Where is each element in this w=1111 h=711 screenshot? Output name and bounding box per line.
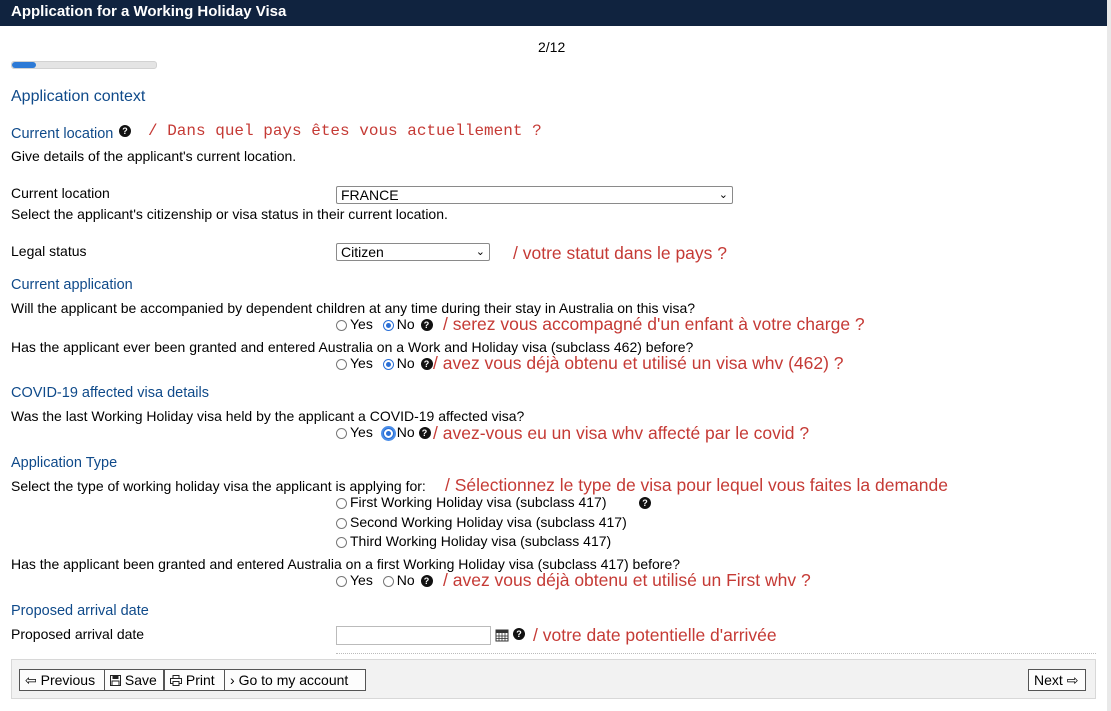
help-icon[interactable]: ? [419, 427, 431, 439]
account-label: Go to my account [238, 672, 349, 688]
help-icon[interactable]: ? [513, 628, 525, 640]
covid-yes-radio[interactable] [336, 428, 347, 439]
divider [336, 653, 1096, 654]
application-type-question: Select the type of working holiday visa the applicant is applying for: [11, 478, 426, 494]
annotation-first-whv: / avez vous déjà obtenu et utilisé un First whv ? [443, 570, 811, 590]
save-icon [110, 675, 121, 686]
radio-label-no: No [396, 316, 415, 332]
annotation-application-type: / Sélectionnez le type de visa pour lequel vous faites la demande [445, 475, 948, 495]
progress-text: 2/12 [538, 39, 566, 55]
progress-bar [11, 61, 157, 69]
current-location-help: Give details of the applicant's current location. [11, 148, 297, 164]
visa-option-first[interactable] [336, 494, 607, 510]
radio-label-no: No [396, 424, 415, 440]
save-label: Save [124, 672, 157, 688]
dependent-children-radio-group [336, 316, 433, 332]
legal-status-value: Citizen [341, 244, 384, 260]
radio-label-no: No [396, 355, 415, 371]
first-whv-question: Has the applicant been granted and entered Australia on a first Working Holiday visa (subclass 417) before? [11, 556, 681, 572]
subclass-462-no-radio[interactable] [383, 359, 394, 370]
first-whv-no-radio[interactable] [383, 576, 394, 587]
previous-label: Previous [40, 672, 96, 688]
next-button[interactable] [1028, 669, 1086, 691]
right-border [1107, 0, 1111, 711]
annotation-subclass-462: / avez vous déjà obtenu et utilisé un visa whv (462) ? [433, 353, 844, 373]
current-location-field-help: Select the applicant's citizenship or visa status in their current location. [11, 206, 448, 222]
help-icon[interactable]: ? [639, 497, 651, 509]
annotation-current-location: / Dans quel pays êtes vous actuellement ? [148, 122, 542, 140]
calendar-icon[interactable] [495, 628, 509, 642]
app-title: Application for a Working Holiday Visa [11, 3, 287, 20]
first-whv-yes-radio[interactable] [336, 576, 347, 587]
annotation-legal-status: / votre statut dans le pays ? [513, 243, 728, 263]
visa-option-label: Third Working Holiday visa (subclass 417) [350, 533, 612, 549]
subclass-462-radio-group [336, 355, 433, 371]
radio-label-yes: Yes [350, 355, 373, 371]
chevron-right-icon: › [230, 672, 235, 688]
current-location-heading: Current location [11, 126, 114, 142]
dependent-children-no-radio[interactable] [383, 320, 394, 331]
current-location-select[interactable] [336, 186, 733, 204]
arrow-left-icon: ⇦ [25, 672, 37, 688]
arrow-right-icon: ⇨ [1066, 672, 1079, 688]
subclass-462-question: Has the applicant ever been granted and entered Australia on a Work and Holiday visa (subclass 462) before? [11, 339, 694, 355]
save-button[interactable] [104, 669, 164, 691]
radio-label-yes: Yes [350, 424, 373, 440]
radio-label-yes: Yes [350, 572, 373, 588]
chevron-down-icon: ⌄ [718, 189, 728, 201]
legal-status-select[interactable] [336, 243, 490, 261]
app-header [0, 0, 1111, 26]
help-icon[interactable]: ? [421, 319, 433, 331]
arrival-label: Proposed arrival date [11, 626, 145, 642]
previous-button[interactable] [19, 669, 105, 691]
visa-second-radio[interactable] [336, 518, 347, 529]
help-icon[interactable]: ? [119, 125, 131, 137]
arrival-date-input[interactable] [336, 626, 491, 645]
chevron-down-icon: ⌄ [475, 246, 485, 258]
visa-option-label: Second Working Holiday visa (subclass 417) [350, 514, 627, 530]
annotation-arrival: / votre date potentielle d'arrivée [533, 625, 777, 645]
dependent-children-yes-radio[interactable] [336, 320, 347, 331]
radio-label-no: No [396, 572, 415, 588]
print-icon [170, 675, 182, 686]
covid-radio-group [336, 424, 431, 440]
help-icon[interactable]: ? [421, 358, 433, 370]
current-location-label: Current location [11, 185, 110, 201]
visa-option-second[interactable] [336, 514, 627, 530]
visa-third-radio[interactable] [336, 537, 347, 548]
progress-fill [12, 62, 36, 68]
next-label: Next [1034, 672, 1063, 688]
legal-status-label: Legal status [11, 243, 87, 259]
page-title: Application context [11, 88, 146, 105]
arrival-heading: Proposed arrival date [11, 603, 149, 619]
print-button[interactable] [164, 669, 225, 691]
visa-first-radio[interactable] [336, 498, 347, 509]
print-label: Print [185, 672, 215, 688]
visa-option-third[interactable] [336, 533, 611, 549]
footer-toolbar [11, 659, 1096, 699]
covid-no-radio[interactable] [383, 428, 394, 439]
annotation-dependent-children: / serez vous accompagné d'un enfant à votre charge ? [443, 314, 865, 334]
go-to-account-button[interactable] [224, 669, 366, 691]
covid-heading: COVID-19 affected visa details [11, 385, 209, 401]
radio-label-yes: Yes [350, 316, 373, 332]
subclass-462-yes-radio[interactable] [336, 359, 347, 370]
current-location-value: FRANCE [341, 187, 399, 203]
current-application-heading: Current application [11, 277, 133, 293]
help-icon[interactable]: ? [421, 575, 433, 587]
annotation-covid: / avez-vous eu un visa whv affecté par le covid ? [433, 423, 810, 443]
dependent-children-question: Will the applicant be accompanied by dependent children at any time during their stay in Australia on this visa? [11, 300, 696, 316]
first-whv-radio-group [336, 572, 433, 588]
application-type-heading: Application Type [11, 455, 118, 471]
visa-option-label: First Working Holiday visa (subclass 417) [350, 494, 607, 510]
covid-question: Was the last Working Holiday visa held by the applicant a COVID-19 affected visa? [11, 408, 525, 424]
